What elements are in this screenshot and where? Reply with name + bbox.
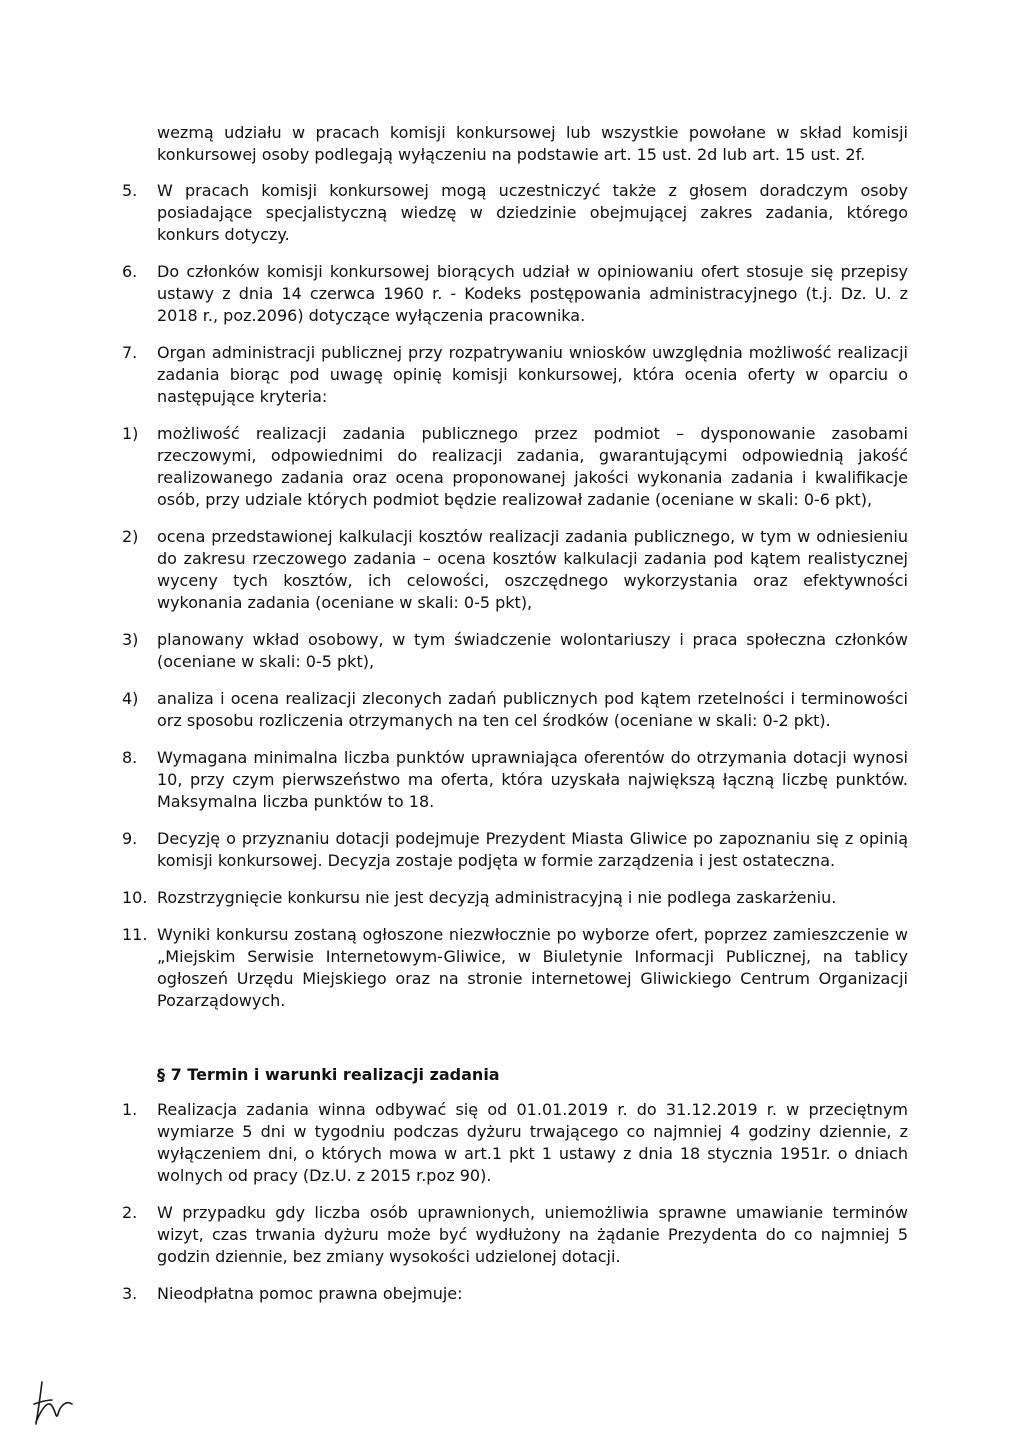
item-text: Organ administracji publicznej przy rozpatrywaniu wniosków uwzględnia możliwość realizacji zadania biorąc pod uwagę opinię komisji konkursowej, która ocenia oferty w oparciu o następujące kryteria: — [157, 343, 908, 406]
criteria-item — [122, 629, 908, 673]
document-page — [122, 122, 908, 1320]
item-text: Decyzję o przyznaniu dotacji podejmuje Prezydent Miasta Gliwice po zapoznaniu się z opinią komisji konkursowej. Decyzja zostaje podjęta w formie zarządzenia i jest ostateczna. — [157, 829, 908, 870]
item-number: 6. — [122, 262, 138, 281]
list-item — [122, 261, 908, 327]
list-item — [122, 924, 908, 1012]
item-number: 1) — [122, 424, 139, 443]
criteria-item — [122, 688, 908, 732]
list-item — [122, 180, 908, 246]
list-item — [122, 828, 908, 872]
criteria-item — [122, 526, 908, 614]
section-heading: § 7 Termin i warunki realizacji zadania — [157, 1065, 500, 1084]
item-text: W pracach komisji konkursowej mogą uczestniczyć także z głosem doradczym osoby posiadające specjalistyczną wiedzę w dziedzinie obejmującej zakres zadania, którego konkurs dotyczy. — [157, 181, 908, 244]
item-number: 3. — [122, 1284, 138, 1303]
item-number: 8. — [122, 748, 138, 767]
list-item — [122, 1283, 908, 1305]
item-number: 7. — [122, 343, 138, 362]
item-number: 10. — [122, 888, 148, 907]
item-text: planowany wkład osobowy, w tym świadczenie wolontariuszy i praca społeczna członków (oceniane w skali: 0-5 pkt), — [157, 630, 908, 671]
item-text: Realizacja zadania winna odbywać się od 01.01.2019 r. do 31.12.2019 r. w przeciętnym wymiarze 5 dni w tygodniu podczas dyżuru trwającego co najmniej 4 godziny dziennie, z wyłączeniem dni, o których mowa w art.1 pkt 1 ustawy z dnia 18 stycznia 1951r. o dniach wolnych od pracy (Dz.U. z 2015 r.poz 90). — [157, 1100, 908, 1185]
item-text: analiza i ocena realizacji zleconych zadań publicznych pod kątem rzetelności i terminowości orz sposobu rozliczenia otrzymanych na ten cel środków (oceniane w skali: 0-2 pkt). — [157, 689, 908, 730]
item-text: Do członków komisji konkursowej biorących udział w opiniowaniu ofert stosuje się przepisy ustawy z dnia 14 czerwca 1960 r. - Kodeks postępowania administracyjnego (t.j. Dz. U. z 2018 r., poz.2096) dotyczące wyłączenia pracownika. — [157, 262, 908, 325]
item-number: 2) — [122, 527, 139, 546]
item-text: Rozstrzygnięcie konkursu nie jest decyzją administracyjną i nie podlega zaskarżeniu. — [157, 888, 837, 907]
list-item — [122, 1202, 908, 1268]
criteria-item — [122, 423, 908, 511]
list-item — [122, 1099, 908, 1187]
item-number: 1. — [122, 1100, 138, 1119]
list-item — [122, 747, 908, 813]
item-number: 11. — [122, 925, 148, 944]
item-text: W przypadku gdy liczba osób uprawnionych, uniemożliwia sprawne umawianie terminów wizyt, czas trwania dyżuru może być wydłużony na żądanie Prezydenta do co najmniej 5 godzin dziennie, bez zmiany wysokości udzielonej dotacji. — [157, 1203, 908, 1266]
item-number: 2. — [122, 1203, 138, 1222]
list-item — [122, 887, 908, 909]
item-text: Wyniki konkursu zostaną ogłoszone niezwłocznie po wyborze ofert, poprzez zamieszczenie w „Miejskim Serwisie Internetowym-Gliwice, w Biuletynie Informacji Publicznej, na tablicy ogłoszeń Urzędu Miejskiego oraz na stronie internetowej Gliwickiego Centrum Organizacji Pozarządowych. — [157, 925, 908, 1010]
item-text: możliwość realizacji zadania publicznego przez podmiot – dysponowanie zasobami rzeczowymi, odpowiednimi do realizacji zadania, gwarantującymi odpowiednią jakość realizowanego zadania oraz ocena proponowanej jakości wykonania zadania i kwalifikacje osób, przy udziale których podmiot będzie realizował zadanie (oceniane w skali: 0-6 pkt), — [157, 424, 908, 509]
item-text: Nieodpłatna pomoc prawna obejmuje: — [157, 1284, 463, 1303]
handwritten-initials-icon — [26, 1378, 96, 1428]
item-number: 4) — [122, 689, 139, 708]
intro-text: wezmą udziału w pracach komisji konkursowej lub wszystkie powołane w skład komisji konkursowej osoby podlegają wyłączeniu na podstawie art. 15 ust. 2d lub art. 15 ust. 2f. — [157, 123, 908, 164]
item-number: 3) — [122, 630, 139, 649]
item-number: 5. — [122, 181, 138, 200]
item-number: 9. — [122, 829, 138, 848]
item-text: ocena przedstawionej kalkulacji kosztów realizacji zadania publicznego, w tym w odniesieniu do zakresu rzeczowego zadania – ocena kosztów kalkulacji zadania pod kątem realistycznej wyceny tych kosztów, ich celowości, oszczędnego wykorzystania oraz efektywności wykonania zadania (oceniane w skali: 0-5 pkt), — [157, 527, 908, 612]
intro-paragraph — [122, 122, 908, 166]
item-text: Wymagana minimalna liczba punktów uprawniająca oferentów do otrzymania dotacji wynosi 10, przy czym pierwszeństwo ma oferta, która uzyskała największą łączną liczbę punktów. Maksymalna liczba punktów to 18. — [157, 748, 908, 811]
list-item — [122, 342, 908, 408]
